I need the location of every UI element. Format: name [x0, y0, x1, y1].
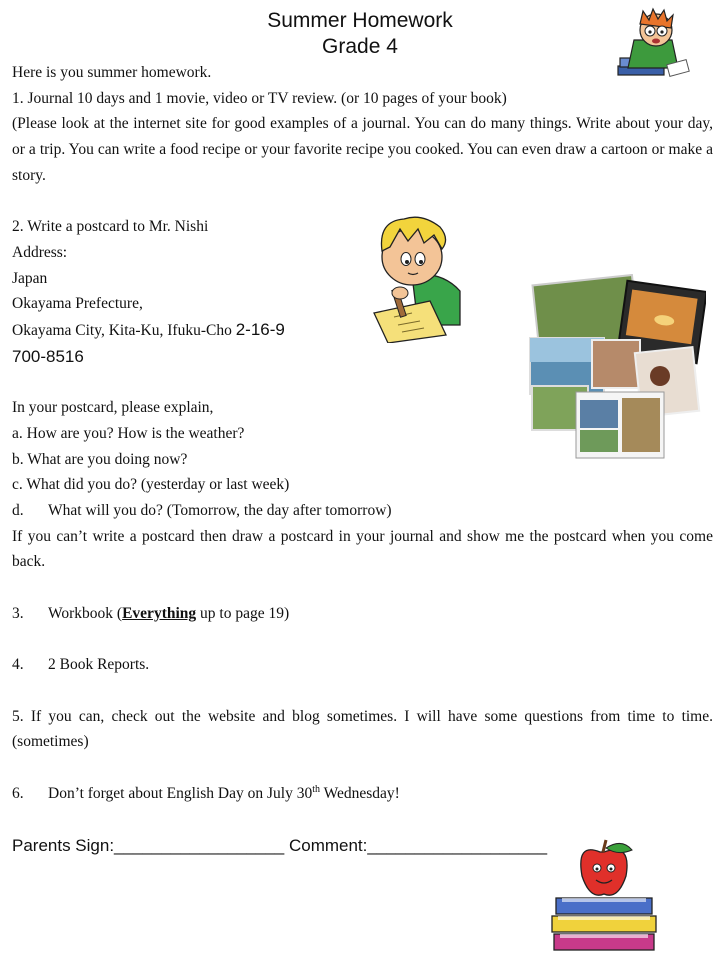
question-d-text: What will you do? (Tomorrow, the day after tomorrow): [48, 501, 392, 519]
intro-text: Here is you summer homework.: [12, 64, 212, 81]
item-4-text: 2 Book Reports.: [48, 656, 150, 674]
item-3-emphasis: Everything: [122, 604, 197, 622]
item-2-postcard: 2. Write a postcard to Mr. Nishi: [12, 218, 209, 236]
item-5-website: 5. If you can, check out the website and blog sometimes. I will have some questions from time to time. (sometimes): [12, 707, 713, 751]
item-6-english-day: [12, 781, 713, 807]
item-3-pre: Workbook (: [48, 604, 123, 622]
address-label: Address:: [12, 243, 68, 261]
address-country: Japan: [12, 269, 48, 287]
comment-field[interactable]: Comment:___________________: [284, 836, 548, 855]
question-c: c. What did you do? (yesterday or last week): [12, 476, 290, 494]
item-6-post: Wednesday!: [319, 784, 400, 802]
item-6-sup: th: [312, 783, 320, 795]
address-number: 2-16-9: [235, 320, 285, 340]
postcard-note: If you can’t write a postcard then draw a postcard in your journal and show me the postcard when you come back.: [12, 527, 713, 571]
item-6-pre: Don’t forget about English Day on July 30: [48, 784, 313, 802]
page-title: Summer Homework: [267, 9, 453, 32]
address-postal-code: 700-8516: [12, 346, 84, 366]
page-subtitle: Grade 4: [322, 35, 398, 58]
item-1-detail: (Please look at the internet site for good examples of a journal. You can do many things. Write about your day, or a trip. You can write a food recipe or your favorite recipe you cooked. You can even draw a cartoon or make a story.: [12, 115, 713, 184]
question-b: b. What are you doing now?: [12, 450, 188, 468]
item-3-workbook: [12, 601, 713, 627]
question-d: [12, 498, 713, 524]
question-a: a. How are you? How is the weather?: [12, 424, 245, 442]
item-3-number: 3.: [12, 604, 24, 622]
item-1-journal: 1. Journal 10 days and 1 movie, video or TV review. (or 10 pages of your book): [12, 89, 507, 107]
parents-sign-field[interactable]: Parents Sign:__________________: [12, 836, 285, 855]
address-city: [12, 317, 713, 344]
item-6-number: 6.: [12, 784, 24, 802]
question-d-label: d.: [12, 501, 24, 519]
postcard-explain: In your postcard, please explain,: [12, 399, 214, 417]
item-3-post: up to page 19): [196, 604, 290, 622]
homework-body: [12, 60, 713, 806]
signature-line: [12, 836, 547, 856]
address-prefecture: Okayama Prefecture,: [12, 295, 143, 313]
apple-on-books-illustration: [546, 838, 662, 954]
item-4-book-reports: [12, 652, 713, 678]
address-city-text: Okayama City, Kita-Ku, Ifuku-Cho: [12, 322, 236, 340]
item-4-number: 4.: [12, 656, 24, 674]
